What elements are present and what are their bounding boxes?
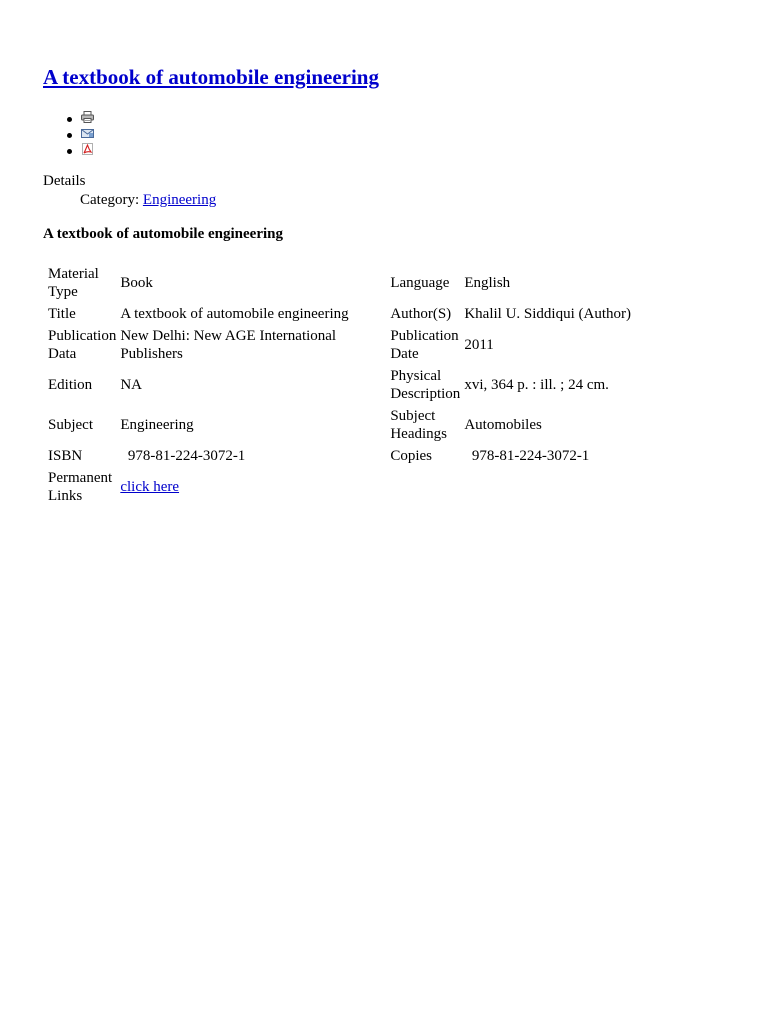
copies-label: Copies [390, 448, 432, 464]
edition-value: NA [120, 377, 142, 393]
print-item [43, 110, 94, 126]
isbn-value: 978-81-224-3072-1 [127, 448, 246, 464]
pdf-item [43, 142, 94, 158]
authors-value: Khalil U. Siddiqui (Author) [464, 306, 631, 322]
pdf-icon[interactable] [81, 143, 94, 155]
empty-cell [463, 468, 645, 506]
catalog-record-table [45, 262, 647, 508]
details-label: Details [43, 173, 86, 189]
table-row [47, 468, 645, 506]
copies-value: 978-81-224-3072-1 [471, 448, 590, 464]
permanent-link[interactable]: click here [120, 479, 180, 495]
table-row [47, 326, 645, 364]
isbn-label: ISBN [48, 448, 83, 464]
subject-label: Subject [48, 417, 93, 433]
table-row [47, 264, 645, 302]
table-row [47, 304, 645, 324]
material-type-label: Material Type [48, 266, 99, 300]
permanent-links-cell [119, 468, 387, 506]
language-value: English [464, 275, 511, 291]
edition-label: Edition [48, 377, 93, 393]
table-row [47, 446, 645, 466]
print-icon[interactable] [81, 111, 94, 123]
language-label: Language [390, 275, 450, 291]
empty-cell [389, 468, 461, 506]
article-title-link[interactable]: A textbook of automobile engineering [43, 65, 379, 89]
table-row [47, 406, 645, 444]
publication-data-value: New Delhi: New AGE International Publishers [120, 328, 337, 362]
title-label: Title [48, 306, 76, 322]
email-item [43, 126, 94, 142]
permanent-links-label: Permanent Links [48, 470, 113, 504]
publication-date-label: Publication Date [390, 328, 459, 362]
subject-headings-label: Subject Headings [390, 408, 447, 442]
page-title [43, 62, 379, 92]
title-value: A textbook of automobile engineering [120, 306, 349, 322]
article-actions [43, 110, 94, 158]
article-subtitle: A textbook of automobile engineering [43, 226, 283, 242]
email-icon[interactable] [81, 127, 94, 139]
category-line [80, 191, 216, 209]
isbn-cell [119, 446, 387, 466]
subject-value: Engineering [120, 417, 194, 433]
publication-data-label: Publication Data [48, 328, 117, 362]
physical-description-value: xvi, 364 p. : ill. ; 24 cm. [464, 377, 609, 393]
publication-date-value: 2011 [464, 337, 494, 353]
table-row [47, 366, 645, 404]
material-type-value: Book [120, 275, 153, 291]
subject-headings-value: Automobiles [464, 417, 542, 433]
category-label: Category: [80, 192, 140, 208]
physical-description-label: Physical Description [390, 368, 461, 402]
authors-label: Author(S) [390, 306, 452, 322]
copies-cell [463, 446, 645, 466]
category-link[interactable]: Engineering [142, 192, 217, 208]
